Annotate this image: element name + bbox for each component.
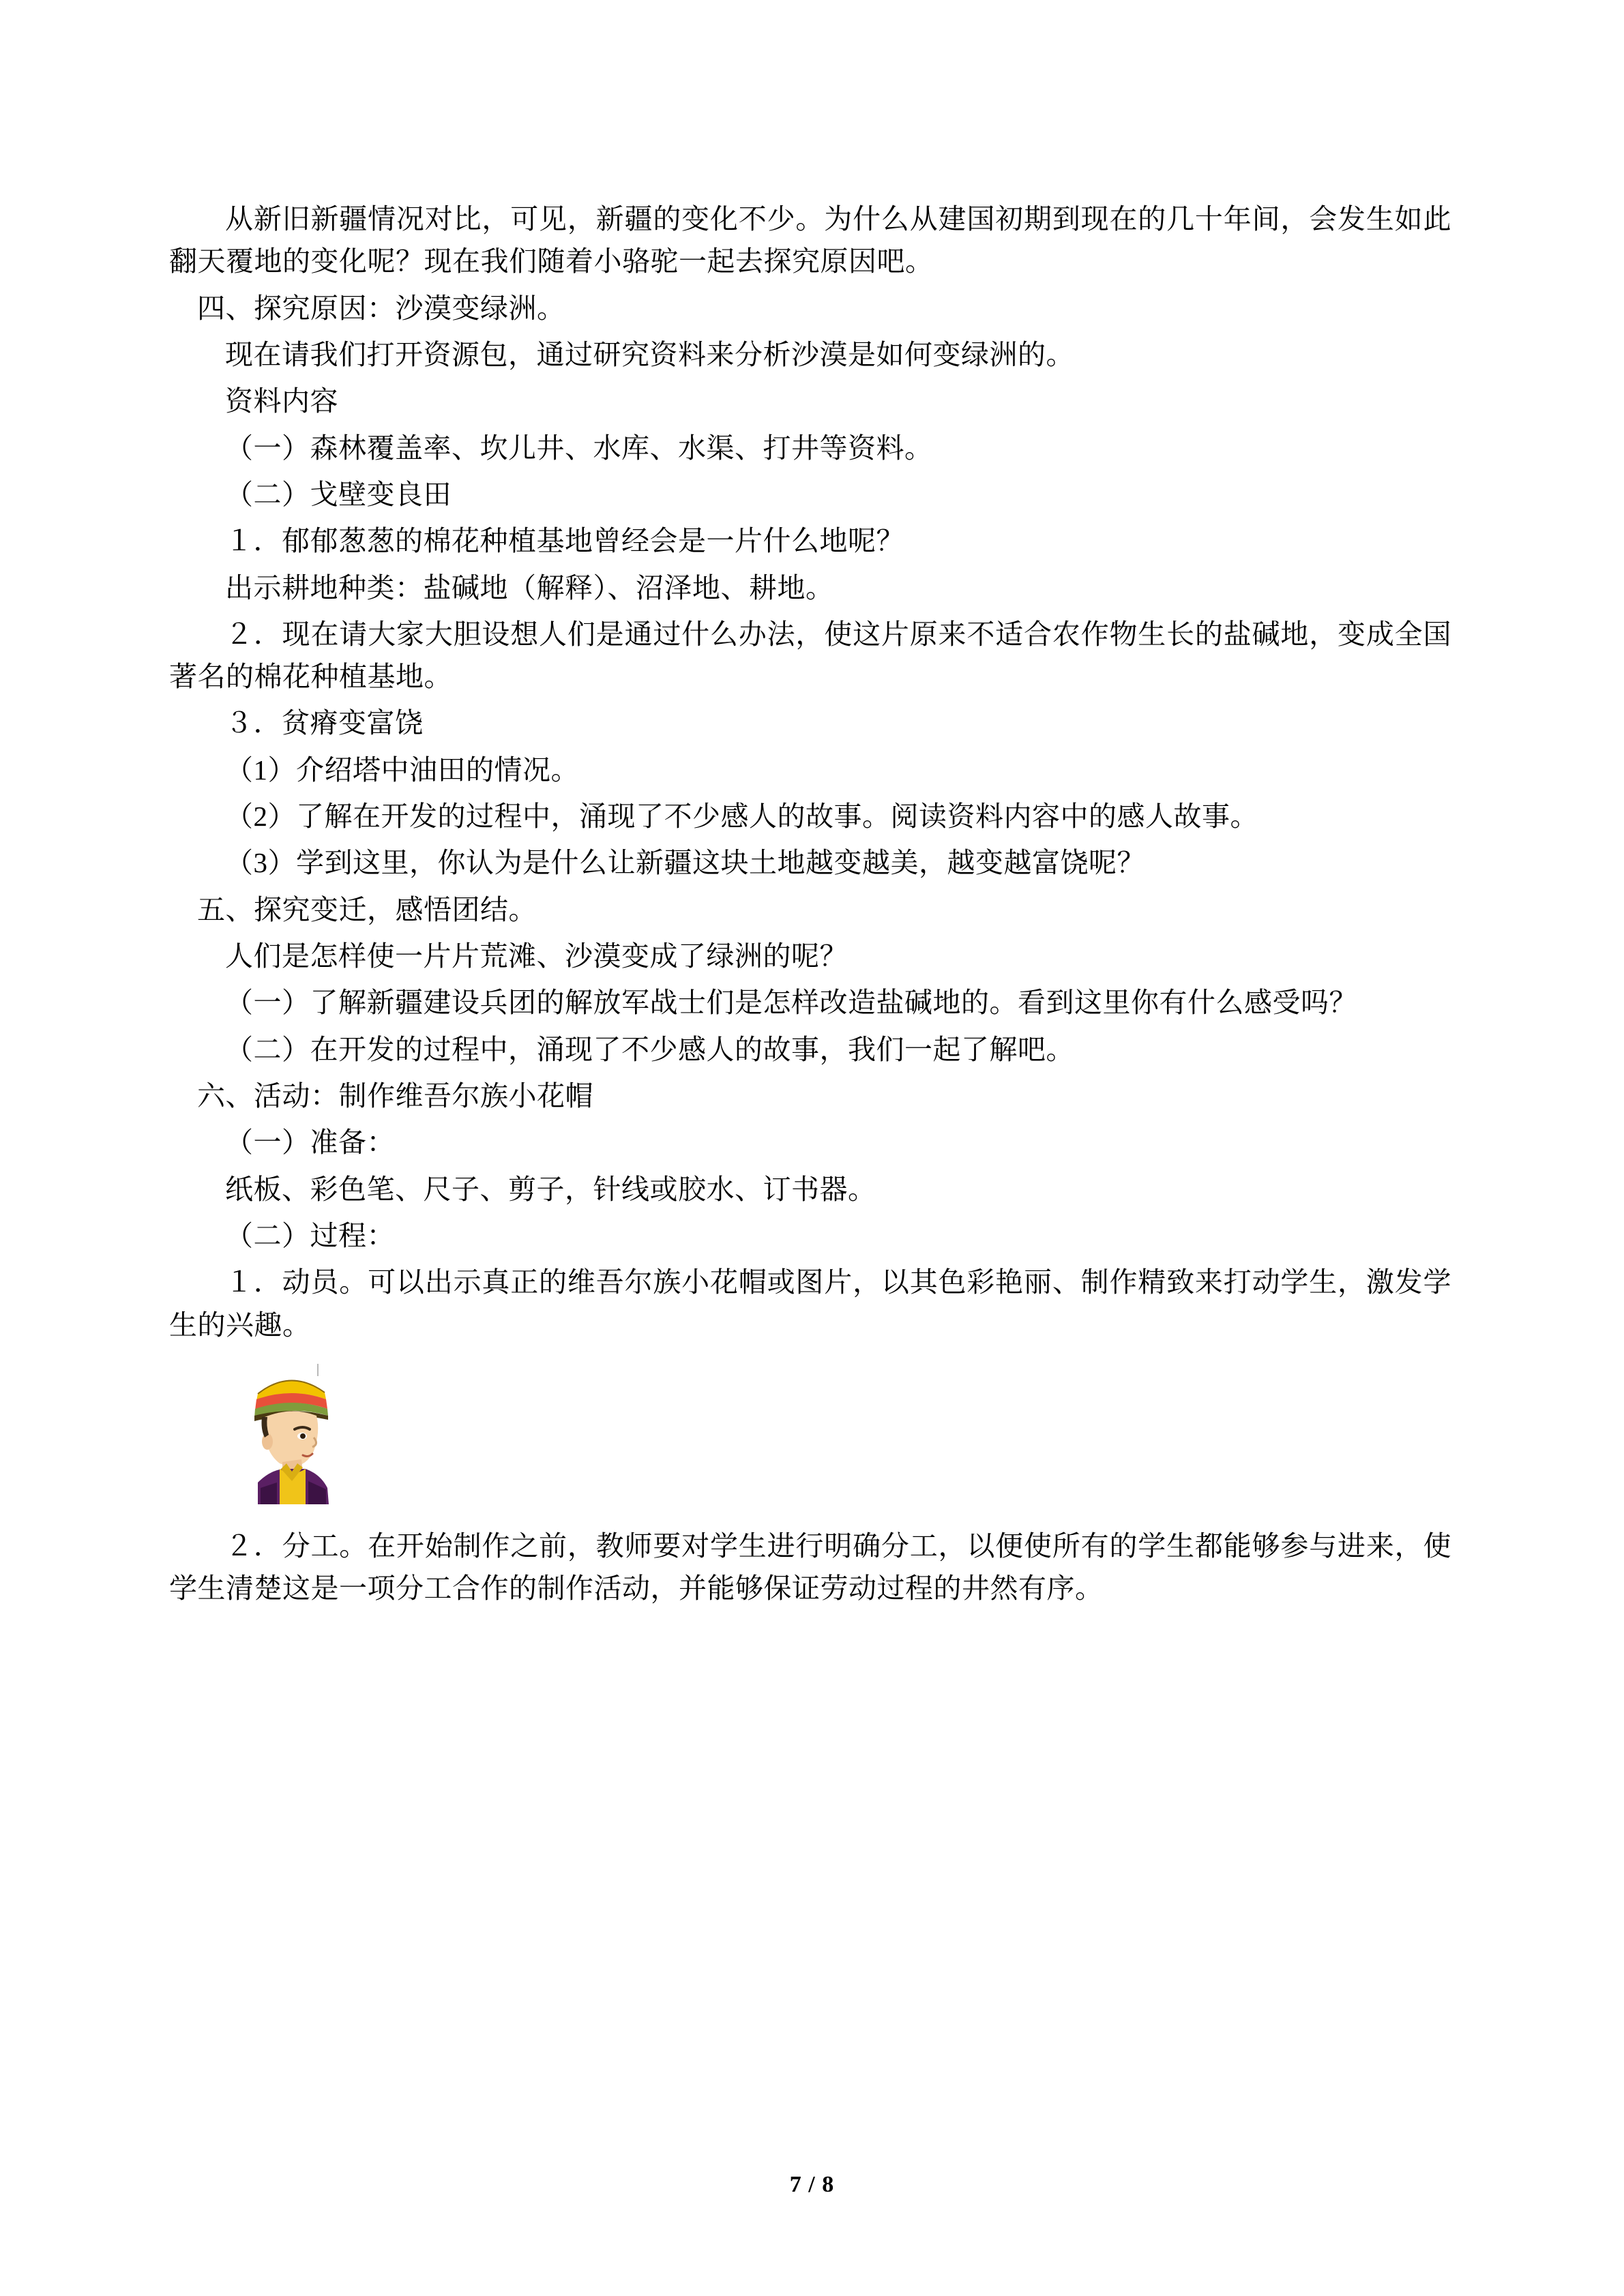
paragraph: １．郁郁葱葱的棉花种植基地曾经会是一片什么地呢？ bbox=[225, 525, 904, 557]
document-body bbox=[169, 198, 1451, 1613]
figure-container bbox=[169, 1361, 1451, 1504]
paragraph: （2）了解在开发的过程中，涌现了不少感人的故事。阅读资料内容中的感人故事。 bbox=[225, 801, 1258, 833]
uyghur-boy-illustration-icon bbox=[237, 1361, 346, 1504]
paragraph: 人们是怎样使一片片荒滩、沙漠变成了绿洲的呢？ bbox=[225, 940, 848, 972]
paragraph: ３．贫瘠变富饶 bbox=[225, 707, 424, 739]
paragraph: （二）戈壁变良田 bbox=[225, 478, 452, 510]
paragraph: （一）森林覆盖率、坎儿井、水库、水渠、打井等资料。 bbox=[225, 432, 933, 464]
paragraph: １．动员。可以出示真正的维吾尔族小花帽或图片，以其色彩艳丽、制作精致来打动学生，激发学生的兴趣。 bbox=[169, 1266, 1451, 1341]
paragraph-heading-six: 六、活动：制作维吾尔族小花帽 bbox=[197, 1079, 593, 1112]
paragraph: 资料内容 bbox=[225, 385, 338, 417]
paragraph: （二）在开发的过程中，涌现了不少感人的故事，我们一起了解吧。 bbox=[225, 1033, 1074, 1065]
paragraph: 纸板、彩色笔、尺子、剪子，针线或胶水、订书器。 bbox=[225, 1173, 876, 1205]
paragraph: （3）学到这里，你认为是什么让新疆这块土地越变越美，越变越富饶呢？ bbox=[225, 847, 1145, 879]
paragraph: （1）介绍塔中油田的情况。 bbox=[225, 754, 579, 786]
paragraph: ２．现在请大家大胆设想人们是通过什么办法，使这片原来不适合农作物生长的盐碱地，变成全国著名的棉花种植基地。 bbox=[169, 618, 1451, 693]
uyghur-boy-with-flower-hat-image bbox=[237, 1361, 346, 1504]
paragraph: 现在请我们打开资源包，通过研究资料来分析沙漠是如何变绿洲的。 bbox=[225, 338, 1074, 370]
paragraph: ２．分工。在开始制作之前，教师要对学生进行明确分工，以便使所有的学生都能够参与进来，使学生清楚这是一项分工合作的制作活动，并能够保证劳动过程的井然有序。 bbox=[169, 1530, 1451, 1605]
paragraph: （二）过程： bbox=[225, 1219, 395, 1251]
paragraph: （一）了解新疆建设兵团的解放军战士们是怎样改造盐碱地的。看到这里你有什么感受吗？ bbox=[225, 987, 1357, 1019]
paragraph: 出示耕地种类：盐碱地（解释）、沼泽地、耕地。 bbox=[225, 571, 834, 603]
page-number-footer: 7 / 8 bbox=[789, 2172, 835, 2197]
paragraph: 从新旧新疆情况对比，可见，新疆的变化不少。为什么从建国初期到现在的几十年间，会发生如此翻天覆地的变化呢？现在我们随着小骆驼一起去探究原因吧。 bbox=[169, 203, 1451, 278]
paragraph-heading-five: 五、探究变迁，感悟团结。 bbox=[197, 893, 537, 925]
paragraph: （一）准备： bbox=[225, 1127, 395, 1159]
paragraph-heading-four: 四、探究原因：沙漠变绿洲。 bbox=[197, 292, 565, 324]
